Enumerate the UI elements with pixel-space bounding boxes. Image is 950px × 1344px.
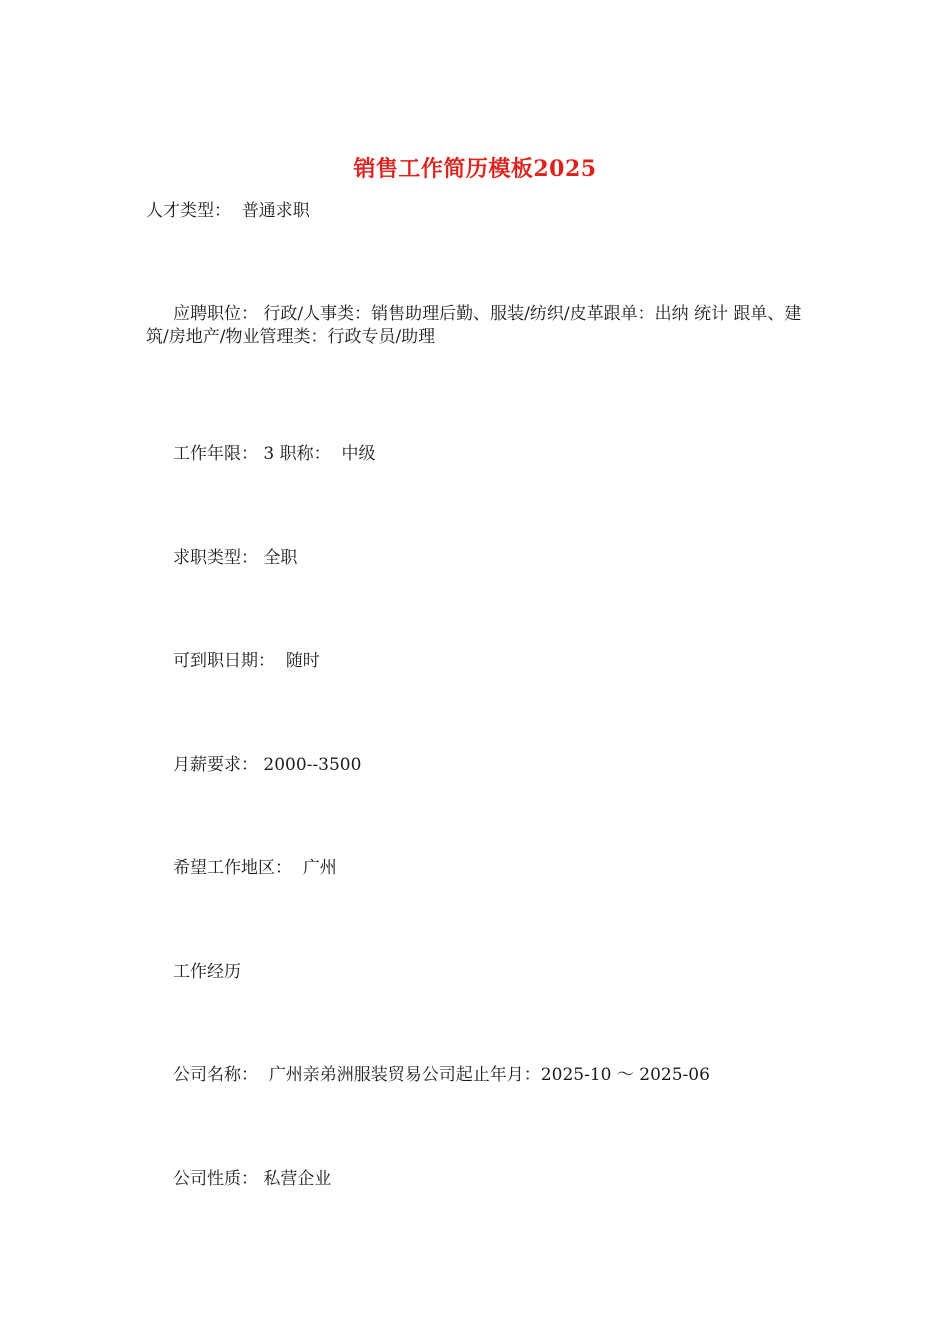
available-date-line	[173, 650, 320, 672]
company-label: 公司名称：	[173, 1065, 258, 1085]
job-type-label: 求职类型：	[173, 548, 258, 568]
work-years-line	[173, 443, 375, 465]
experience-heading: 工作经历	[173, 962, 241, 982]
salary-value: 2000--3500	[263, 755, 362, 775]
document-title: 销售工作简历模板2025	[353, 156, 597, 182]
talent-type-label: 人才类型：	[146, 201, 231, 221]
location-label: 希望工作地区：	[173, 858, 292, 878]
job-title-value: 中级	[341, 444, 376, 464]
available-date-value: 随时	[285, 651, 320, 671]
position-value: 行政/人事类：销售助理后勤、服装/纺织/皮革跟单：出纳 统计 跟单、建筑/房地产/物业管理类：行政专员/助理	[146, 304, 802, 347]
available-date-label: 可到职日期：	[173, 651, 275, 671]
talent-type-value: 普通求职	[241, 201, 310, 221]
job-type-line	[173, 547, 297, 569]
location-value: 广州	[302, 858, 337, 878]
position-paragraph	[146, 303, 806, 349]
company-type-value: 私营企业	[263, 1169, 332, 1189]
talent-type-line	[146, 200, 310, 222]
company-type-label: 公司性质：	[173, 1169, 258, 1189]
work-years-label: 工作年限：	[173, 444, 258, 464]
company-line	[173, 1064, 710, 1086]
company-type-line	[173, 1168, 331, 1190]
salary-line	[173, 754, 361, 776]
position-label: 应聘职位：	[173, 304, 258, 324]
company-value: 广州亲弟洲服装贸易公司起止年月：2025-10 ～ 2025-06	[268, 1065, 710, 1085]
salary-label: 月薪要求：	[173, 755, 258, 775]
job-title-label: 职称：	[279, 444, 331, 464]
job-type-value: 全职	[263, 548, 298, 568]
location-line	[173, 857, 337, 879]
work-years-value: 3	[263, 444, 275, 464]
